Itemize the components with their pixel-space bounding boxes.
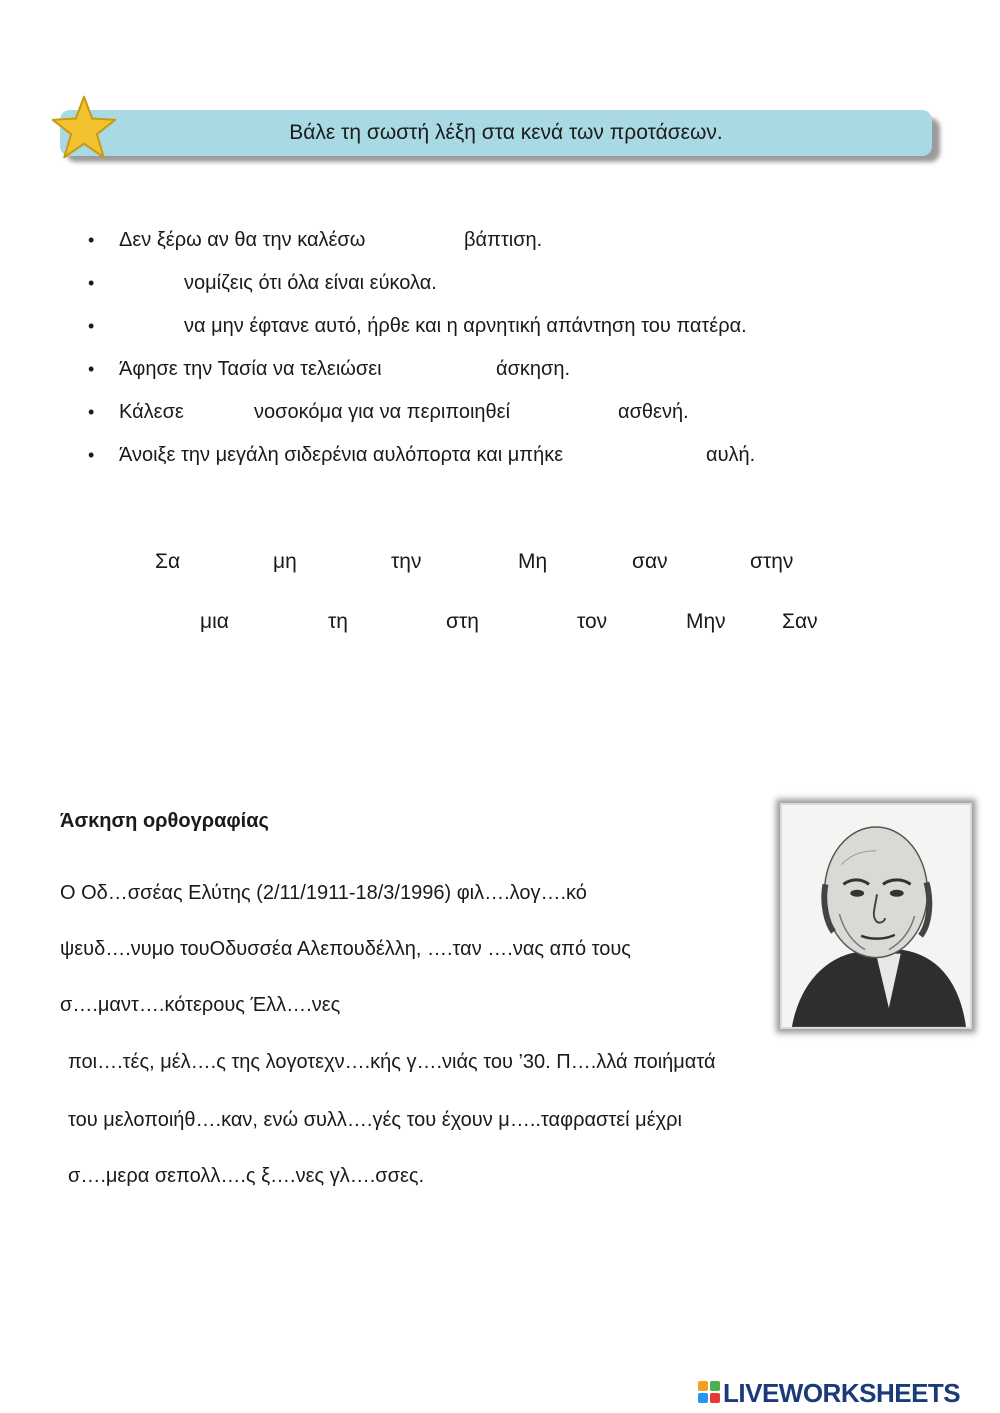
spelling-title: Άσκηση ορθογραφίας — [60, 810, 269, 832]
brand-name: LIVEWORKSHEETS — [723, 1377, 961, 1408]
word-bank-item: μη — [273, 550, 297, 573]
word-bank-item: Σαν — [782, 610, 818, 633]
word-bank-item: στην — [750, 550, 794, 573]
word-bank-item: Μην — [686, 610, 726, 633]
word-bank-item: μια — [200, 610, 229, 633]
instruction-text: Βάλε τη σωστή λέξη στα κενά των προτάσεων. — [289, 121, 723, 144]
portrait-image — [780, 803, 972, 1029]
portrait-sketch — [782, 805, 970, 1027]
word-bank-item: Σα — [155, 550, 181, 573]
spelling-line: σ….μερα σεπολλ….ς ξ….νες γλ….σσες. — [68, 1165, 425, 1187]
spelling-line: του μελοποιήθ….καν, ενώ συλλ….γές του έχουν μ…..ταφραστεί μέχρι — [68, 1109, 682, 1131]
logo-mark-icon — [698, 1381, 720, 1405]
word-bank-item: την — [391, 550, 422, 573]
spelling-line: ποι….τές, μέλ….ς της λογοτεχν….κής γ….νιάς του ’30. Π….λλά ποιήματά — [68, 1051, 716, 1073]
spelling-line: ψευδ….νυμο τουΟδυσσέα Αλεπουδέλλη, ….ταν ….νας από τους — [60, 938, 631, 960]
word-bank-item: σαν — [632, 550, 668, 573]
word-bank-item: Μη — [518, 550, 548, 573]
star-icon — [50, 94, 118, 162]
word-bank-item: τη — [328, 610, 348, 633]
word-bank-item: τον — [577, 610, 608, 633]
word-bank-item: στη — [446, 610, 479, 633]
spelling-line: Ο Οδ…σσέας Ελύτης (2/11/1911-18/3/1996) φιλ….λογ….κό — [60, 882, 587, 904]
instruction-banner — [60, 110, 932, 156]
spelling-line: σ….μαντ….κότερους Έλλ….νες — [60, 994, 341, 1016]
liveworksheets-logo — [698, 1378, 960, 1408]
